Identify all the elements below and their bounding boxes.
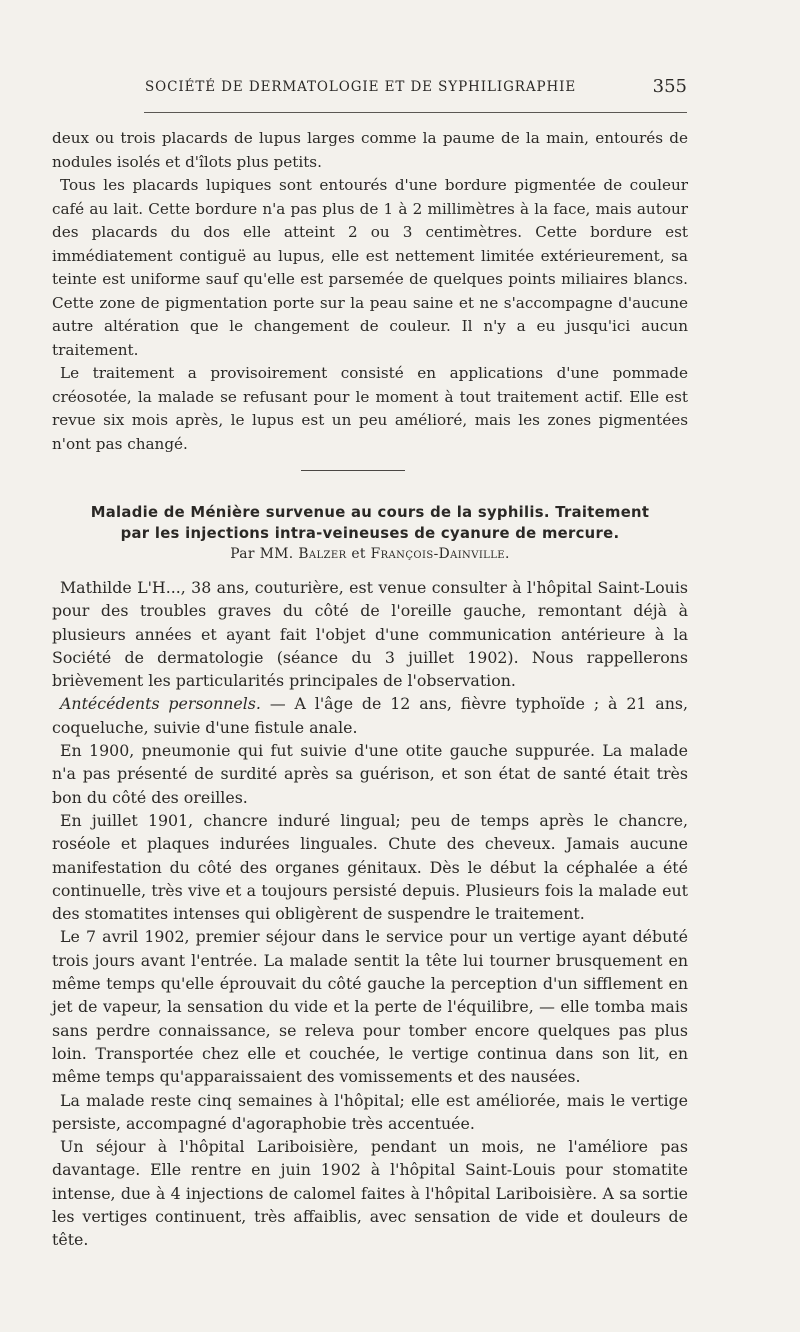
paragraph: Un séjour à l'hôpital Lariboisière, pendant un mois, ne l'améliore pas davantage. Elle rentre en juin 1902 à l'hôpital Saint-Louis pour stomatite intense, due à 4 injections de calomel faites à l'hôpital Lariboisière. A sa sortie les vertiges continuent, très affaiblis, avec sensation de vide et douleurs de tête. <box>52 1137 688 1250</box>
byline-prefix: Par MM. <box>230 546 294 562</box>
byline <box>52 546 688 562</box>
section-label: Antécédents personnels. <box>60 694 261 714</box>
article-body <box>52 576 688 1252</box>
paragraph: Le traitement a provisoirement consisté en applications d'une pommade créosotée, la malade se refusant pour le moment à tout traitement actif. Elle est revue six mois après, le lupus est un peu amélioré, mais les zones pigmentées n'ont pas changé. <box>52 364 688 453</box>
paragraph: Mathilde L'H..., 38 ans, couturière, est venue consulter à l'hôpital Saint-Louis pour des troubles graves du côté de l'oreille gauche, remontant déjà à plusieurs années et ayant fait l'objet d'une communication antérieure à la Société de dermatologie (séance du 3 juillet 1902). Nous rappellerons brièvement les particularités principales de l'observation. <box>52 578 688 691</box>
paragraph: Tous les placards lupiques sont entourés d'une bordure pigmentée de couleur café au lait. Cette bordure n'a pas plus de 1 à 2 millimètres à la face, mais autour des placards du dos elle atteint 2 ou 3 centimètres. Cette bordure est immédiatement contiguë au lupus, elle est nettement limitée extérieurement, sa teinte est uniforme sauf qu'elle est parsemée de quelques points miliaires blancs. Cette zone de pigmentation porte sur la peau saine et ne s'accompagne d'aucune autre altération que le changement de couleur. Il n'y a eu jusqu'ici aucun traitement. <box>52 176 688 359</box>
byline-and: et <box>351 546 366 562</box>
article-title <box>52 502 688 544</box>
paragraph: deux ou trois placards de lupus larges comme la paume de la main, entourés de nodules isolés et d'îlots plus petits. <box>52 129 688 171</box>
article-title-line: par les injections intra-veineuses de cyanure de mercure. <box>120 525 620 542</box>
author-name: Balzer <box>298 546 347 562</box>
running-header <box>145 76 685 100</box>
paragraph-text: — A l'âge de 12 ans, fièvre typhoïde ; à 21 ans, coqueluche, suivie d'une fistule anale. <box>52 694 689 737</box>
page-number: 355 <box>652 76 687 97</box>
paragraph <box>52 692 688 739</box>
article-title-line: Maladie de Ménière survenue au cours de la syphilis. Traitement <box>90 504 650 521</box>
author-name: François-Dainville. <box>370 546 510 562</box>
paragraph: La malade reste cinq semaines à l'hôpital; elle est améliorée, mais le vertige persiste, accompagné d'agoraphobie très accentuée. <box>52 1090 688 1133</box>
running-title: SOCIÉTÉ DE DERMATOLOGIE ET DE SYPHILIGRAPHIE <box>145 79 577 95</box>
paragraph: Le 7 avril 1902, premier séjour dans le service pour un vertige ayant débuté trois jours avant l'entrée. La malade sentit la tête lui tourner brusquement en même temps qu'elle éprouvait du côté gauche la perception d'un sifflement en jet de vapeur, la sensation du vide et la perte de l'équilibre, — elle tomba mais sans perdre connaissance, se releva pour tomber encore quelques pas plus loin. Transportée chez elle et couchée, le vertige continua dans son lit, en même temps qu'apparaissaient des vomissements et des nausées. <box>52 927 688 1087</box>
header-rule <box>144 112 687 113</box>
continued-section <box>52 127 688 456</box>
paragraph: En 1900, pneumonie qui fut suivie d'une otite gauche suppurée. La malade n'a pas présenté de surdité après sa guérison, et son état de santé était très bon du côté des oreilles. <box>52 741 688 807</box>
paragraph: En juillet 1901, chancre induré lingual; peu de temps après le chancre, roséole et plaques indurées linguales. Chute des cheveux. Jamais aucune manifestation du côté des organes génitaux. Dès le début la céphalée a été continuelle, très vive et a toujours persisté depuis. Plusieurs fois la malade eut des stomatites intenses qui obligèrent de suspendre le traitement. <box>52 810 688 924</box>
section-divider <box>301 470 405 471</box>
